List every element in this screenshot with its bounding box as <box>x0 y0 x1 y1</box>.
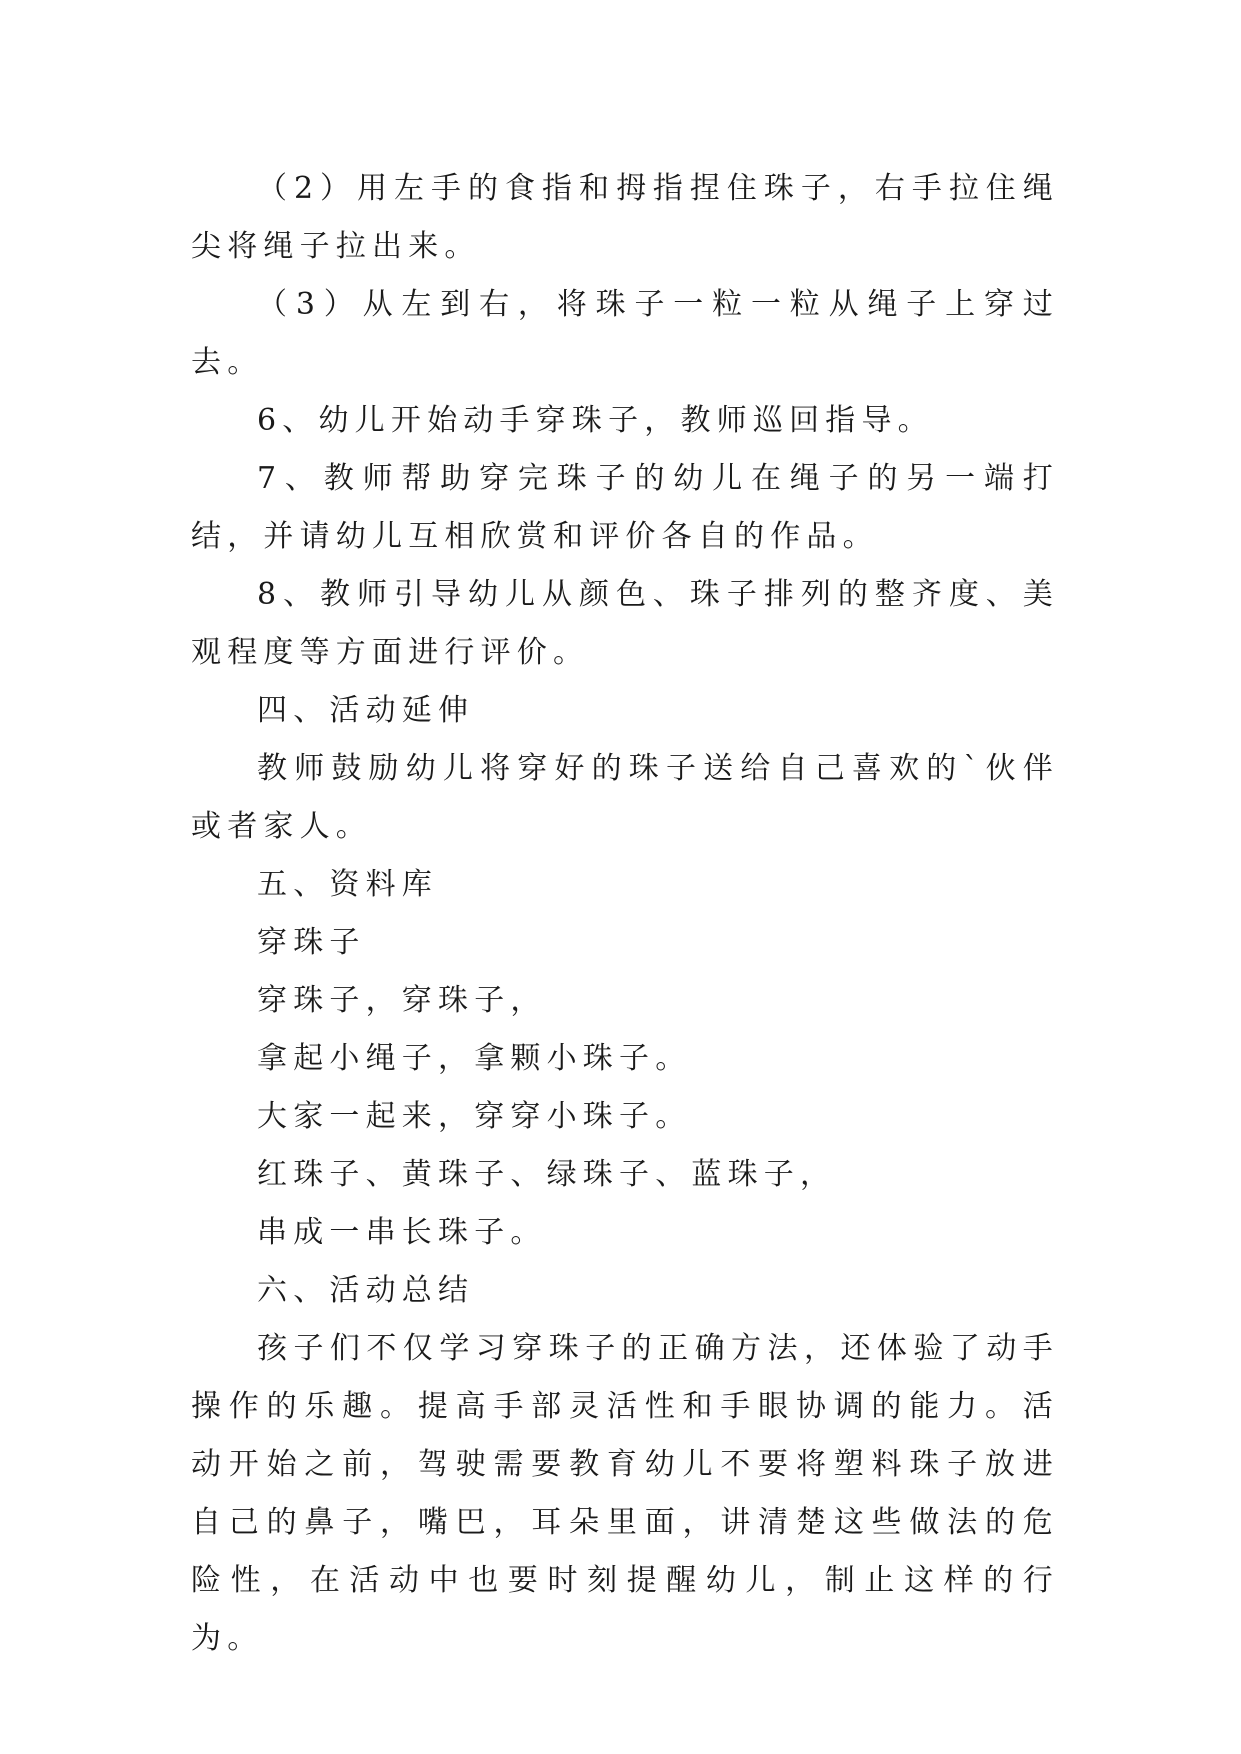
extension-paragraph: 教师鼓励幼儿将穿好的珠子送给自己喜欢的`伙伴或者家人。 <box>191 751 1059 844</box>
section-heading-extension: 四、活动延伸 <box>257 693 475 728</box>
section-heading-summary: 六、活动总结 <box>257 1273 475 1308</box>
rhyme-line: 穿珠子，穿珠子， <box>257 983 547 1018</box>
rhyme-line: 串成一串长珠子。 <box>257 1215 547 1250</box>
section-heading-resources: 五、资料库 <box>257 867 438 902</box>
summary-paragraph: 孩子们不仅学习穿珠子的正确方法，还体验了动手操作的乐趣。提高手部灵活性和手眼协调的能力。活动开始之前，驾驶需要教育幼儿不要将塑料珠子放进自己的鼻子，嘴巴，耳朵里面，讲清楚这些做法的危险性，在活动中也要时刻提醒幼儿，制止这样的行为。 <box>191 1331 1059 1656</box>
rhyme-line: 大家一起来，穿穿小珠子。 <box>257 1099 692 1134</box>
step-2-paragraph: （2）用左手的食指和拇指捏住珠子，右手拉住绳尖将绳子拉出来。 <box>191 171 1059 264</box>
document-body <box>191 160 1059 1668</box>
step-6-paragraph: 6、幼儿开始动手穿珠子，教师巡回指导。 <box>257 403 934 438</box>
rhyme-line: 拿起小绳子，拿颗小珠子。 <box>257 1041 692 1076</box>
step-3-paragraph: （3）从左到右，将珠子一粒一粒从绳子上穿过去。 <box>191 287 1059 380</box>
step-7-paragraph: 7、教师帮助穿完珠子的幼儿在绳子的另一端打结，并请幼儿互相欣赏和评价各自的作品。 <box>191 461 1059 554</box>
rhyme-line: 红珠子、黄珠子、绿珠子、蓝珠子， <box>257 1157 837 1192</box>
step-8-paragraph: 8、教师引导幼儿从颜色、珠子排列的整齐度、美观程度等方面进行评价。 <box>191 577 1059 670</box>
rhyme-title: 穿珠子 <box>257 925 366 960</box>
